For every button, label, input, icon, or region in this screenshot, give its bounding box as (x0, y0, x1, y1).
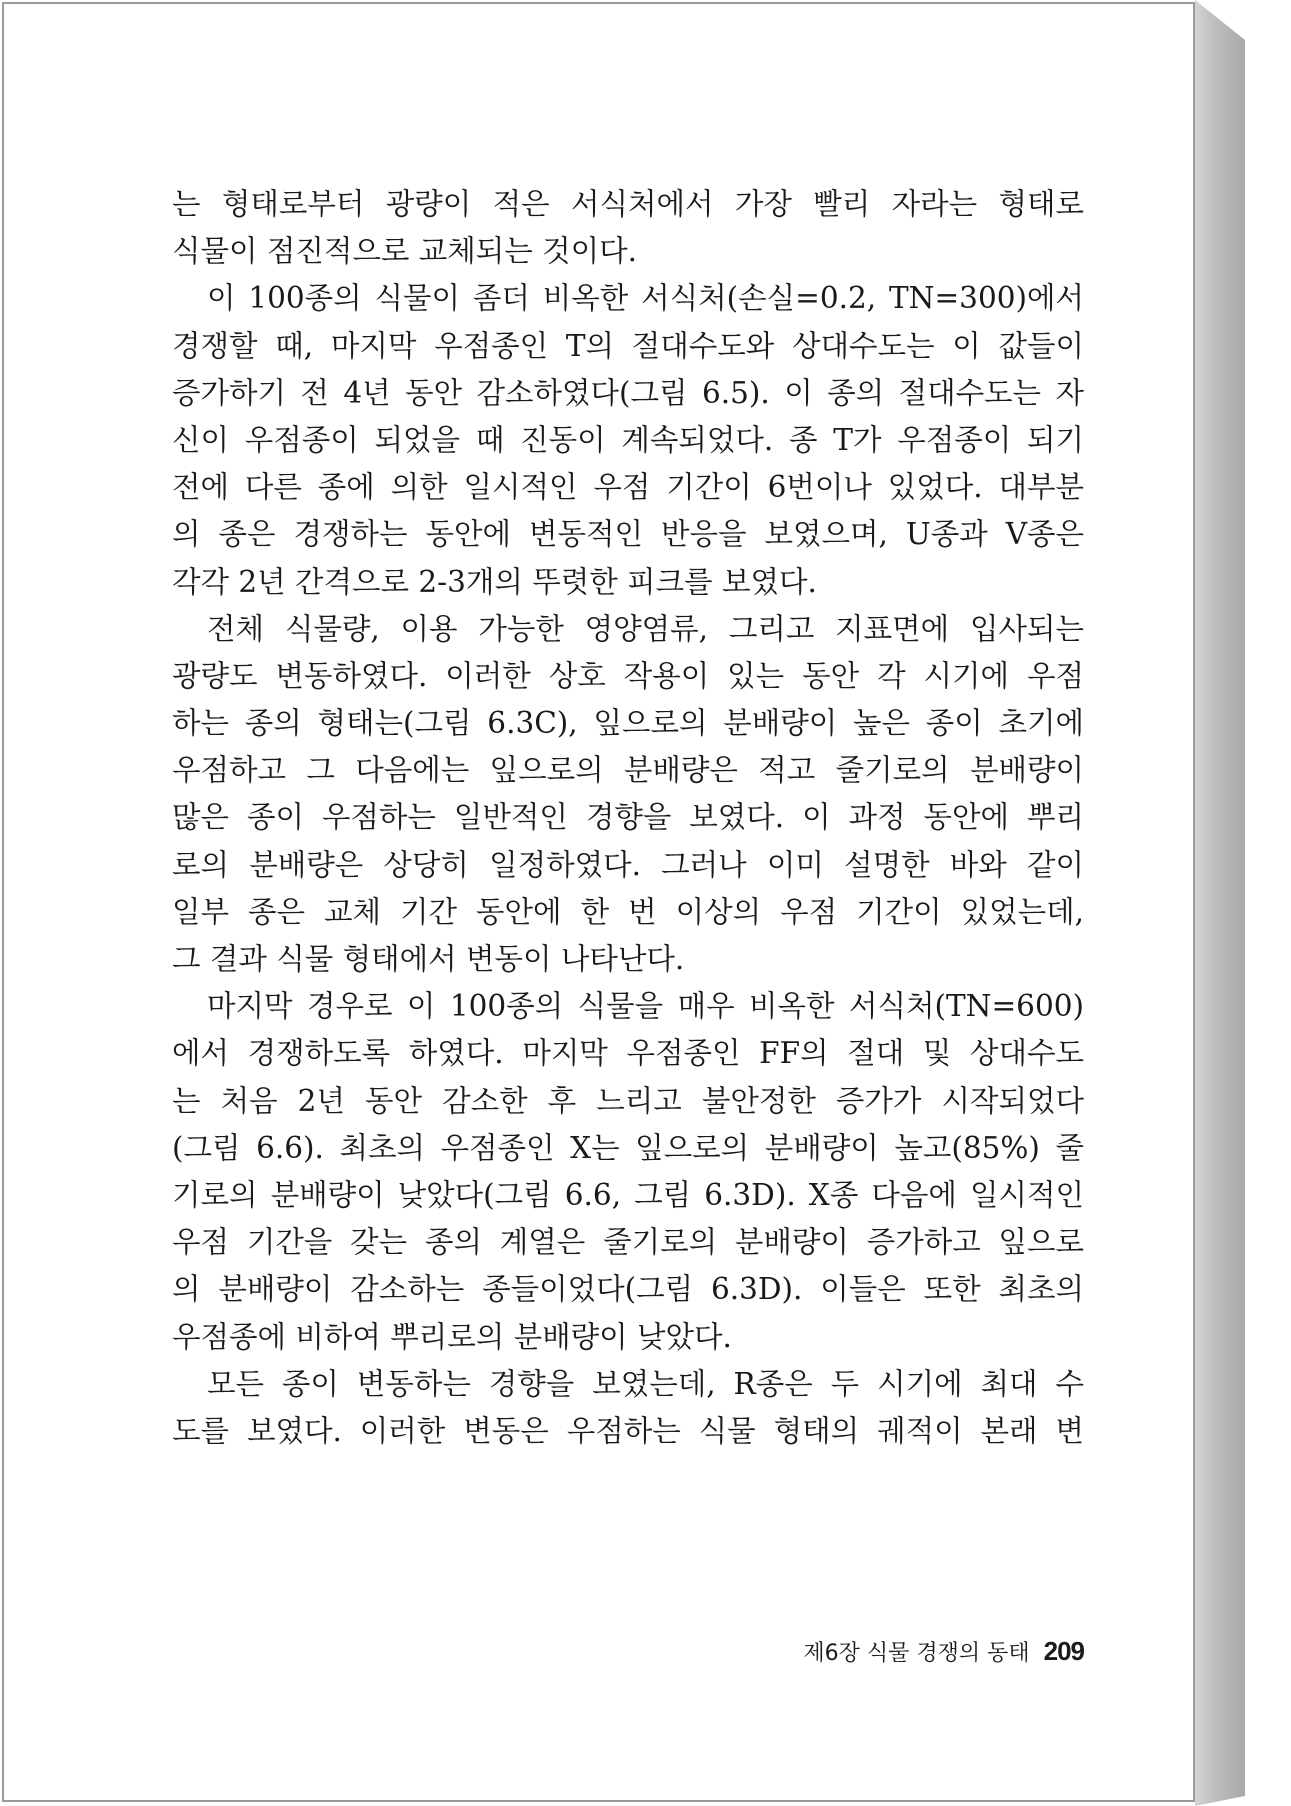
book-page (2, 2, 1195, 1802)
text-line: 에서 경쟁하도록 하였다. 마지막 우점종인 FF의 절대 및 상대수도 (172, 1036, 1084, 1071)
text-line: 의 종은 경쟁하는 동안에 변동적인 반응을 보였으며, U종과 V종은 (172, 517, 1084, 552)
text-line: 마지막 경우로 이 100종의 식물을 매우 비옥한 서식처(TN=600) (207, 989, 1084, 1024)
text-line: 우점 기간을 갖는 종의 계열은 줄기로의 분배량이 증가하고 잎으로 (172, 1225, 1084, 1260)
text-line: 많은 종이 우점하는 일반적인 경향을 보였다. 이 과정 동안에 뿌리 (172, 800, 1084, 835)
text-line: 각각 2년 간격으로 2-3개의 뚜렷한 피크를 보였다. (172, 564, 817, 599)
text-line: 기로의 분배량이 낮았다(그림 6.6, 그림 6.3D). X종 다음에 일시적인 (172, 1177, 1084, 1212)
text-line: 우점하고 그 다음에는 잎으로의 분배량은 적고 줄기로의 분배량이 (172, 753, 1084, 788)
text-line: 식물이 점진적으로 교체되는 것이다. (172, 234, 637, 269)
text-line: 일부 종은 교체 기간 동안에 한 번 이상의 우점 기간이 있었는데, (172, 894, 1084, 929)
text-line: 도를 보였다. 이러한 변동은 우점하는 식물 형태의 궤적이 본래 변 (172, 1413, 1084, 1448)
text-line: 하는 종의 형태는(그림 6.3C), 잎으로의 분배량이 높은 종이 초기에 (172, 706, 1084, 741)
text-line: 경쟁할 때, 마지막 우점종인 T의 절대수도와 상대수도는 이 값들이 (172, 328, 1084, 363)
text-line: 전체 식물량, 이용 가능한 영양염류, 그리고 지표면에 입사되는 (207, 611, 1084, 646)
text-line: 로의 분배량은 상당히 일정하였다. 그러나 이미 설명한 바와 같이 (172, 847, 1084, 882)
text-line: 신이 우점종이 되었을 때 진동이 계속되었다. 종 T가 우점종이 되기 (172, 422, 1084, 457)
body-text (172, 181, 1084, 1455)
text-line: 의 분배량이 감소하는 종들이었다(그림 6.3D). 이들은 또한 최초의 (172, 1272, 1084, 1307)
text-line: 증가하기 전 4년 동안 감소하였다(그림 6.5). 이 종의 절대수도는 자 (172, 375, 1084, 410)
text-line: 이 100종의 식물이 좀더 비옥한 서식처(손실=0.2, TN=300)에서 (207, 281, 1084, 316)
text-line: (그림 6.6). 최초의 우점종인 X는 잎으로의 분배량이 높고(85%) 줄 (172, 1130, 1084, 1165)
text-line: 전에 다른 종에 의한 일시적인 우점 기간이 6번이나 있었다. 대부분 (172, 470, 1084, 505)
text-line: 는 처음 2년 동안 감소한 후 느리고 불안정한 증가가 시작되었다 (172, 1083, 1084, 1118)
page-footer (734, 1636, 1084, 1667)
running-chapter-title: 제6장 식물 경쟁의 동태 (803, 1641, 1030, 1666)
text-line: 모든 종이 변동하는 경향을 보였는데, R종은 두 시기에 최대 수 (207, 1366, 1084, 1401)
text-line: 우점종에 비하여 뿌리로의 분배량이 낮았다. (172, 1319, 732, 1354)
text-line: 그 결과 식물 형태에서 변동이 나타난다. (172, 942, 685, 976)
book-page-edge (1195, 0, 1245, 1806)
text-line: 광량도 변동하였다. 이러한 상호 작용이 있는 동안 각 시기에 우점 (172, 658, 1084, 693)
page-number: 209 (1043, 1636, 1084, 1666)
text-line: 는 형태로부터 광량이 적은 서식처에서 가장 빨리 자라는 형태로 (172, 187, 1084, 221)
